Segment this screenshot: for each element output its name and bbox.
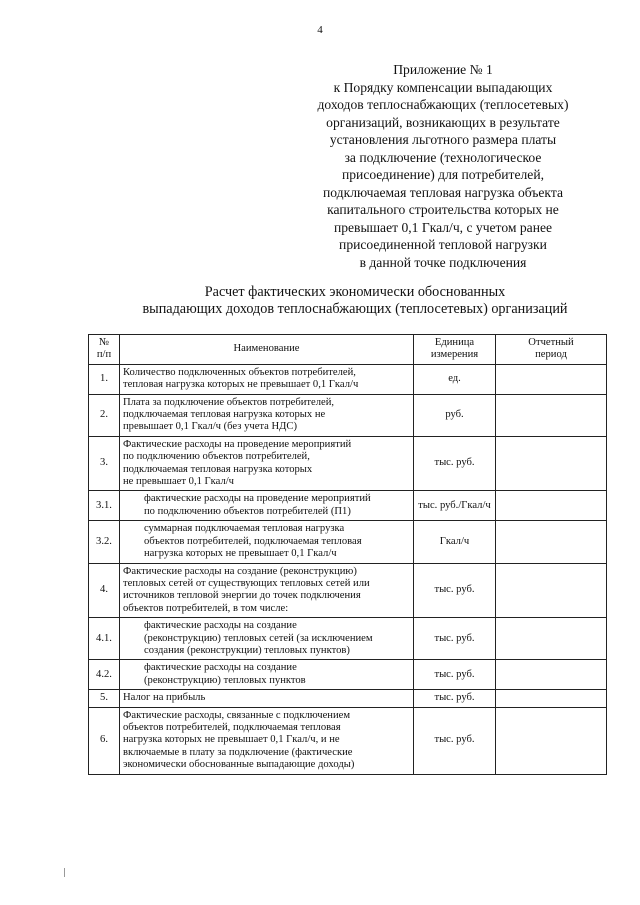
document-title [120, 284, 590, 318]
margin-mark [64, 868, 65, 877]
table-header-row [89, 335, 607, 365]
page-number: 4 [317, 24, 323, 36]
row-number: 6. [89, 707, 120, 774]
text-line: Плата за подключение объектов потребителей, [123, 396, 335, 408]
text-line: руб. [445, 409, 464, 421]
text-line: объектов потребителей, подключаемая тепловая [123, 721, 341, 733]
text-line: объектов потребителей, подключаемая тепловая [144, 535, 362, 547]
table-row [89, 521, 607, 563]
text-line: тыс. руб. [434, 457, 475, 469]
text-line: создания (реконструкции) тепловых пунктов) [144, 644, 350, 656]
table-row [89, 660, 607, 690]
text-line: тепловая нагрузка которых не превышает 0,1 Гкал/ч [123, 379, 359, 391]
text-line: Фактические расходы на создание (реконструкцию) [123, 565, 357, 577]
row-period-value [496, 364, 607, 394]
text-line: (реконструкцию) тепловых пунктов [144, 674, 306, 686]
row-name [120, 394, 414, 436]
text-line: Фактические расходы, связанные с подключением [123, 709, 351, 721]
text-line: Количество подключенных объектов потребителей, [123, 366, 356, 378]
text-line: тыс. руб. [434, 584, 475, 596]
row-number: 4.2. [89, 660, 120, 690]
row-unit [414, 563, 496, 618]
text-line: тепловых сетей от существующих тепловых сетей или [123, 577, 370, 589]
text-line: по подключению объектов потребителей (П1) [144, 505, 351, 517]
table-row [89, 394, 607, 436]
text-line: организаций, возникающих в результате [326, 114, 560, 130]
table-row [89, 436, 607, 491]
text-line: № [98, 337, 110, 348]
text-line: не превышает 0,1 Гкал/ч [123, 476, 235, 488]
text-line: подключаемая тепловая нагрузка объекта [323, 184, 563, 200]
text-line: Расчет фактических экономически обоснованных [204, 284, 506, 300]
row-name [120, 618, 414, 660]
text-line: измерения [430, 349, 479, 361]
text-line: включаемые в плату за подключение (фактические [123, 746, 353, 758]
text-line: присоединение) для потребителей, [341, 167, 545, 182]
text-line: ед. [448, 373, 461, 385]
header-period [496, 335, 607, 365]
text-line: экономически обоснованные выпадающие доходы) [123, 759, 355, 771]
row-name [120, 707, 414, 774]
row-name [120, 491, 414, 521]
header-unit [414, 335, 496, 365]
text-line: в данной точке подключения [359, 254, 527, 270]
row-name [120, 563, 414, 618]
row-unit [414, 660, 496, 690]
row-name [120, 436, 414, 491]
row-number: 3.2. [89, 521, 120, 563]
text-line: Налог на прибыль [123, 692, 206, 704]
row-number: 3. [89, 436, 120, 491]
table-body [89, 364, 607, 774]
text-line: Гкал/ч [461, 499, 491, 511]
table-row [89, 707, 607, 774]
row-unit [414, 690, 496, 707]
text-line: Отчетный [528, 337, 574, 348]
text-line: тыс. руб. [434, 734, 475, 746]
row-period-value [496, 618, 607, 660]
text-line: фактические расходы на проведение мероприятий [144, 493, 371, 505]
text-line: к Порядку компенсации выпадающих [333, 79, 553, 95]
row-number: 2. [89, 394, 120, 436]
text-line: тыс. руб. [434, 632, 475, 644]
text-line: по подключению объектов потребителей, [123, 451, 310, 463]
row-period-value [496, 563, 607, 618]
text-line: подключаемая тепловая нагрузка которых не [123, 409, 326, 421]
text-line: превышает 0,1 Гкал/ч (без учета НДС) [123, 421, 297, 433]
text-line: превышает 0,1 Гкал/ч, с учетом ранее [333, 219, 553, 235]
text-line: источников тепловой энергии до точек подключения [123, 590, 361, 602]
row-unit [414, 707, 496, 774]
row-number: 1. [89, 364, 120, 394]
row-unit [414, 521, 496, 563]
header-name [120, 335, 414, 365]
text-line: фактические расходы на создание [144, 620, 297, 632]
text-line: доходов теплоснабжающих (теплосетевых) [317, 97, 569, 112]
row-name [120, 521, 414, 563]
row-number: 5. [89, 690, 120, 707]
table-row [89, 364, 607, 394]
text-line: тыс. руб./ [418, 499, 462, 511]
row-period-value [496, 707, 607, 774]
text-line: период [535, 349, 567, 361]
row-period-value [496, 690, 607, 707]
table-row [89, 690, 607, 707]
text-line: за подключение (технологическое [344, 149, 542, 165]
table-row [89, 618, 607, 660]
text-line: подключаемая тепловая нагрузка которых [123, 463, 313, 475]
row-period-value [496, 521, 607, 563]
text-line: фактические расходы на создание [144, 662, 297, 674]
calculation-table [88, 334, 607, 775]
row-unit [414, 364, 496, 394]
text-line: Гкал/ч [439, 535, 470, 547]
text-line: Единица [434, 337, 475, 348]
text-line: тыс. руб. [434, 668, 475, 680]
row-period-value [496, 394, 607, 436]
header-num [89, 335, 120, 365]
row-name [120, 364, 414, 394]
text-line: выпадающих доходов теплоснабжающих (теплосетевых) организаций [142, 301, 568, 317]
appendix-header [280, 61, 606, 271]
text-line: Фактические расходы на проведение мероприятий [123, 438, 352, 450]
text-line: п/п [96, 349, 112, 361]
row-unit [414, 491, 496, 521]
row-period-value [496, 436, 607, 491]
text-line: Приложение № 1 [393, 62, 493, 77]
text-line: объектов потребителей, в том числе: [123, 602, 289, 614]
row-number: 3.1. [89, 491, 120, 521]
row-number: 4. [89, 563, 120, 618]
table-row [89, 491, 607, 521]
text-line: присоединенной тепловой нагрузки [339, 237, 547, 252]
table-row [89, 563, 607, 618]
row-unit [414, 618, 496, 660]
row-period-value [496, 491, 607, 521]
text-line: установления льготного размера платы [329, 132, 557, 147]
row-unit [414, 436, 496, 491]
text-line: нагрузка которых не превышает 0,1 Гкал/ч, и не [123, 734, 340, 746]
row-name [120, 690, 414, 707]
row-unit [414, 394, 496, 436]
row-name [120, 660, 414, 690]
text-line: нагрузка которых не превышает 0,1 Гкал/ч [144, 548, 337, 560]
row-number: 4.1. [89, 618, 120, 660]
text-line: (реконструкцию) тепловых сетей (за исключением [144, 632, 373, 644]
text-line: капитального строительства которых не [327, 202, 559, 217]
text-line: суммарная подключаемая тепловая нагрузка [144, 523, 345, 535]
text-line: Наименование [233, 343, 300, 355]
row-period-value [496, 660, 607, 690]
text-line: тыс. руб. [434, 692, 475, 704]
